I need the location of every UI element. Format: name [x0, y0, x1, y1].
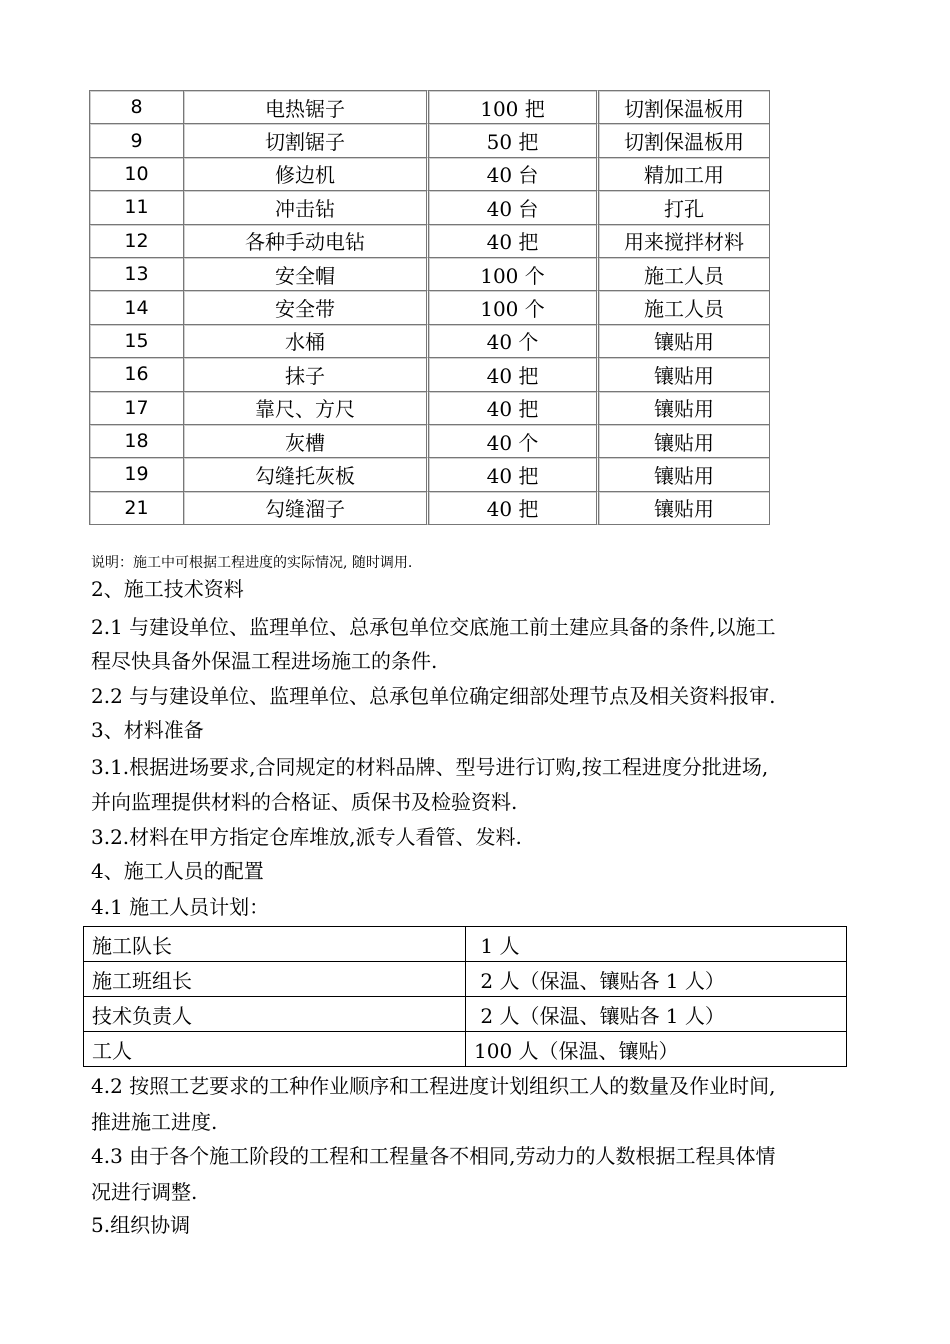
- purpose-cell: 打孔: [599, 191, 770, 224]
- headcount-cell: 1 人: [466, 927, 847, 962]
- item-number-cell: 12: [89, 225, 184, 258]
- purpose-cell: 施工人员: [599, 258, 770, 291]
- item-number-cell: 19: [89, 458, 184, 491]
- staff-table: [83, 926, 847, 1067]
- item-number-cell: 16: [89, 358, 184, 391]
- paragraph-line: 并向监理提供材料的合格证、质保书及检验资料.: [91, 790, 518, 814]
- table-row: [89, 90, 770, 124]
- table-row: [89, 258, 770, 291]
- item-number-cell: 10: [89, 158, 184, 191]
- item-number-cell: 15: [89, 325, 184, 358]
- paragraph-line: 4.2 按照工艺要求的工种作业顺序和工程进度计划组织工人的数量及作业时间,: [91, 1074, 776, 1098]
- quantity-cell: 100 个: [429, 291, 599, 324]
- quantity-cell: 40 把: [429, 458, 599, 491]
- role-cell: 技术负责人: [84, 997, 466, 1032]
- tool-name-cell: 电热锯子: [184, 90, 429, 124]
- paragraph-line: 况进行调整.: [91, 1180, 198, 1204]
- tools-table-body: [89, 90, 770, 525]
- heading-staffing: 4、施工人员的配置: [91, 859, 264, 883]
- item-number-cell: 18: [89, 425, 184, 458]
- purpose-cell: 镶贴用: [599, 392, 770, 425]
- quantity-cell: 40 个: [429, 325, 599, 358]
- tool-name-cell: 灰槽: [184, 425, 429, 458]
- item-number-cell: 13: [89, 258, 184, 291]
- purpose-cell: 精加工用: [599, 158, 770, 191]
- quantity-cell: 40 台: [429, 191, 599, 224]
- table-row: [84, 1032, 847, 1067]
- heading-coordination: 5.组织协调: [91, 1213, 191, 1237]
- item-number-cell: 21: [89, 492, 184, 525]
- quantity-cell: 40 把: [429, 358, 599, 391]
- quantity-cell: 40 把: [429, 225, 599, 258]
- heading-tech-docs: 2、施工技术资料: [91, 577, 244, 601]
- table-row: [89, 425, 770, 458]
- paragraph-line: 4.3 由于各个施工阶段的工程和工程量各不相同,劳动力的人数根据工程具体情: [91, 1144, 776, 1168]
- quantity-cell: 40 台: [429, 158, 599, 191]
- table-row: [89, 225, 770, 258]
- item-number-cell: 9: [89, 124, 184, 157]
- quantity-cell: 40 把: [429, 392, 599, 425]
- role-cell: 施工队长: [84, 927, 466, 962]
- item-number-cell: 14: [89, 291, 184, 324]
- table-row: [89, 392, 770, 425]
- quantity-cell: 40 把: [429, 492, 599, 525]
- purpose-cell: 施工人员: [599, 291, 770, 324]
- tool-name-cell: 靠尺、方尺: [184, 392, 429, 425]
- purpose-cell: 切割保温板用: [599, 90, 770, 124]
- table-row: [89, 291, 770, 324]
- staff-table-body: [84, 927, 847, 1067]
- role-cell: 工人: [84, 1032, 466, 1067]
- item-number-cell: 11: [89, 191, 184, 224]
- purpose-cell: 切割保温板用: [599, 124, 770, 157]
- table-note: 说明：施工中可根据工程进度的实际情况, 随时调用.: [91, 555, 413, 571]
- quantity-cell: 40 个: [429, 425, 599, 458]
- tools-table: [89, 90, 770, 525]
- tool-name-cell: 切割锯子: [184, 124, 429, 157]
- paragraph-line: 2.1 与建设单位、监理单位、总承包单位交底施工前土建应具备的条件,以施工: [91, 615, 776, 639]
- quantity-cell: 100 个: [429, 258, 599, 291]
- paragraph-line: 程尽快具备外保温工程进场施工的条件.: [91, 649, 438, 673]
- tool-name-cell: 安全帽: [184, 258, 429, 291]
- heading-materials: 3、材料准备: [91, 718, 204, 742]
- paragraph-line: 推进施工进度.: [91, 1110, 218, 1134]
- paragraph-line: 4.1 施工人员计划：: [91, 895, 270, 919]
- tool-name-cell: 勾缝托灰板: [184, 458, 429, 491]
- tool-name-cell: 各种手动电钻: [184, 225, 429, 258]
- table-row: [84, 927, 847, 962]
- tool-name-cell: 抹子: [184, 358, 429, 391]
- tool-name-cell: 修边机: [184, 158, 429, 191]
- table-row: [89, 325, 770, 358]
- headcount-cell: 2 人（保温、镶贴各 1 人）: [466, 997, 847, 1032]
- tool-name-cell: 安全带: [184, 291, 429, 324]
- paragraph-line: 2.2 与与建设单位、监理单位、总承包单位确定细部处理节点及相关资料报审.: [91, 684, 776, 708]
- table-row: [89, 158, 770, 191]
- purpose-cell: 镶贴用: [599, 425, 770, 458]
- purpose-cell: 镶贴用: [599, 492, 770, 525]
- purpose-cell: 镶贴用: [599, 358, 770, 391]
- quantity-cell: 100 把: [429, 90, 599, 124]
- headcount-cell: 2 人（保温、镶贴各 1 人）: [466, 962, 847, 997]
- table-row: [89, 191, 770, 224]
- table-row: [89, 124, 770, 157]
- purpose-cell: 用来搅拌材料: [599, 225, 770, 258]
- purpose-cell: 镶贴用: [599, 325, 770, 358]
- role-cell: 施工班组长: [84, 962, 466, 997]
- paragraph-line: 3.2.材料在甲方指定仓库堆放,派专人看管、发料.: [91, 825, 522, 849]
- table-row: [84, 997, 847, 1032]
- tool-name-cell: 冲击钻: [184, 191, 429, 224]
- table-row: [89, 458, 770, 491]
- table-row: [89, 492, 770, 525]
- tool-name-cell: 勾缝溜子: [184, 492, 429, 525]
- item-number-cell: 8: [89, 90, 184, 124]
- tool-name-cell: 水桶: [184, 325, 429, 358]
- quantity-cell: 50 把: [429, 124, 599, 157]
- item-number-cell: 17: [89, 392, 184, 425]
- purpose-cell: 镶贴用: [599, 458, 770, 491]
- table-row: [84, 962, 847, 997]
- headcount-cell: 100 人（保温、镶贴）: [466, 1032, 847, 1067]
- paragraph-line: 3.1.根据进场要求,合同规定的材料品牌、型号进行订购,按工程进度分批进场,: [91, 755, 769, 779]
- table-row: [89, 358, 770, 391]
